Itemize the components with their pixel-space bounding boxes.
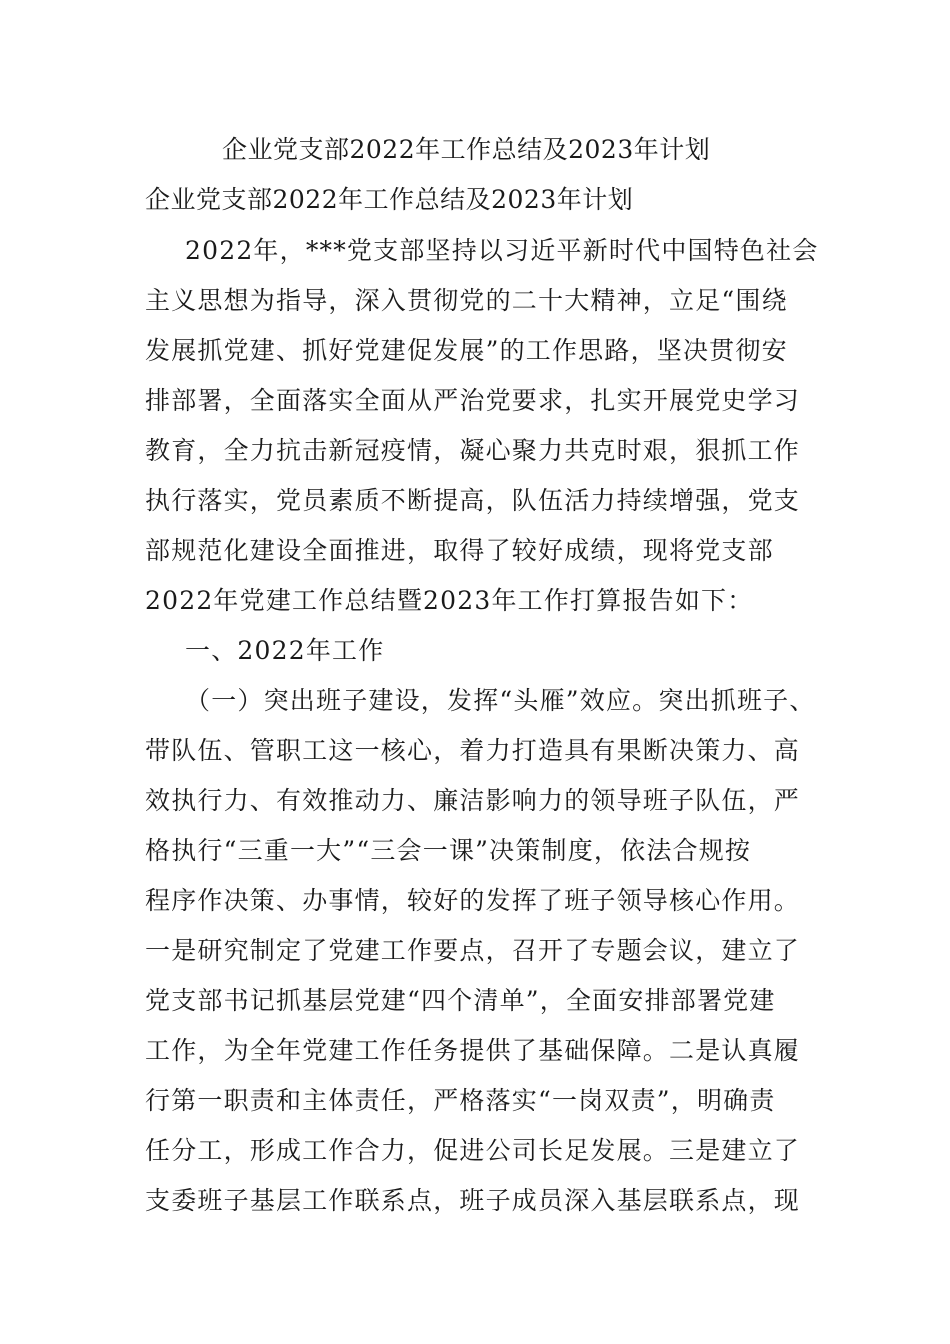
paragraph-line: 2022年，***党支部坚持以习近平新时代中国特色社会 bbox=[185, 236, 819, 265]
section-heading: 一、2022年工作 bbox=[185, 636, 385, 665]
paragraph-line: 带队伍、管职工这一核心，着力打造具有果断决策力、高 bbox=[145, 736, 801, 765]
paragraph-line: 主义思想为指导，深入贯彻党的二十大精神，立足“围绕 bbox=[145, 286, 788, 315]
paragraph-line: 任分工，形成工作合力，促进公司长足发展。三是建立了 bbox=[145, 1136, 801, 1165]
paragraph-line: 部规范化建设全面推进，取得了较好成绩，现将党支部 bbox=[145, 536, 774, 565]
paragraph-line: 排部署，全面落实全面从严治党要求，扎实开展党史学习 bbox=[145, 386, 801, 415]
paragraph-line: 党支部书记抓基层党建“四个清单”，全面安排部署党建 bbox=[145, 986, 776, 1015]
subsection-heading-line: （一）突出班子建设，发挥“头雁”效应。突出抓班子、 bbox=[185, 686, 816, 715]
paragraph-line: 支委班子基层工作联系点，班子成员深入基层联系点，现 bbox=[145, 1186, 801, 1215]
paragraph-line: 效执行力、有效推动力、廉洁影响力的领导班子队伍，严 bbox=[145, 786, 801, 815]
paragraph-line: 一是研究制定了党建工作要点，召开了专题会议，建立了 bbox=[145, 936, 801, 965]
paragraph-line: 程序作决策、办事情，较好的发挥了班子领导核心作用。 bbox=[145, 886, 801, 915]
paragraph-line: 行第一职责和主体责任，严格落实“一岗双责”，明确责 bbox=[145, 1086, 776, 1115]
document-body bbox=[145, 226, 819, 1226]
document-title: 企业党支部2022年工作总结及2023年计划 bbox=[222, 135, 711, 164]
paragraph-line: 发展抓党建、抓好党建促发展”的工作思路，坚决贯彻安 bbox=[145, 336, 788, 365]
paragraph-line: 执行落实，党员素质不断提高，队伍活力持续增强，党支 bbox=[145, 486, 801, 515]
paragraph-line: 格执行“三重一大”“三会一课”决策制度，依法合规按 bbox=[145, 836, 752, 865]
paragraph-line: 2022年党建工作总结暨2023年工作打算报告如下： bbox=[145, 586, 754, 615]
document-subtitle: 企业党支部2022年工作总结及2023年计划 bbox=[145, 185, 634, 214]
paragraph-line: 教育，全力抗击新冠疫情，凝心聚力共克时艰，狠抓工作 bbox=[145, 436, 801, 465]
paragraph-line: 工作，为全年党建工作任务提供了基础保障。二是认真履 bbox=[145, 1036, 801, 1065]
